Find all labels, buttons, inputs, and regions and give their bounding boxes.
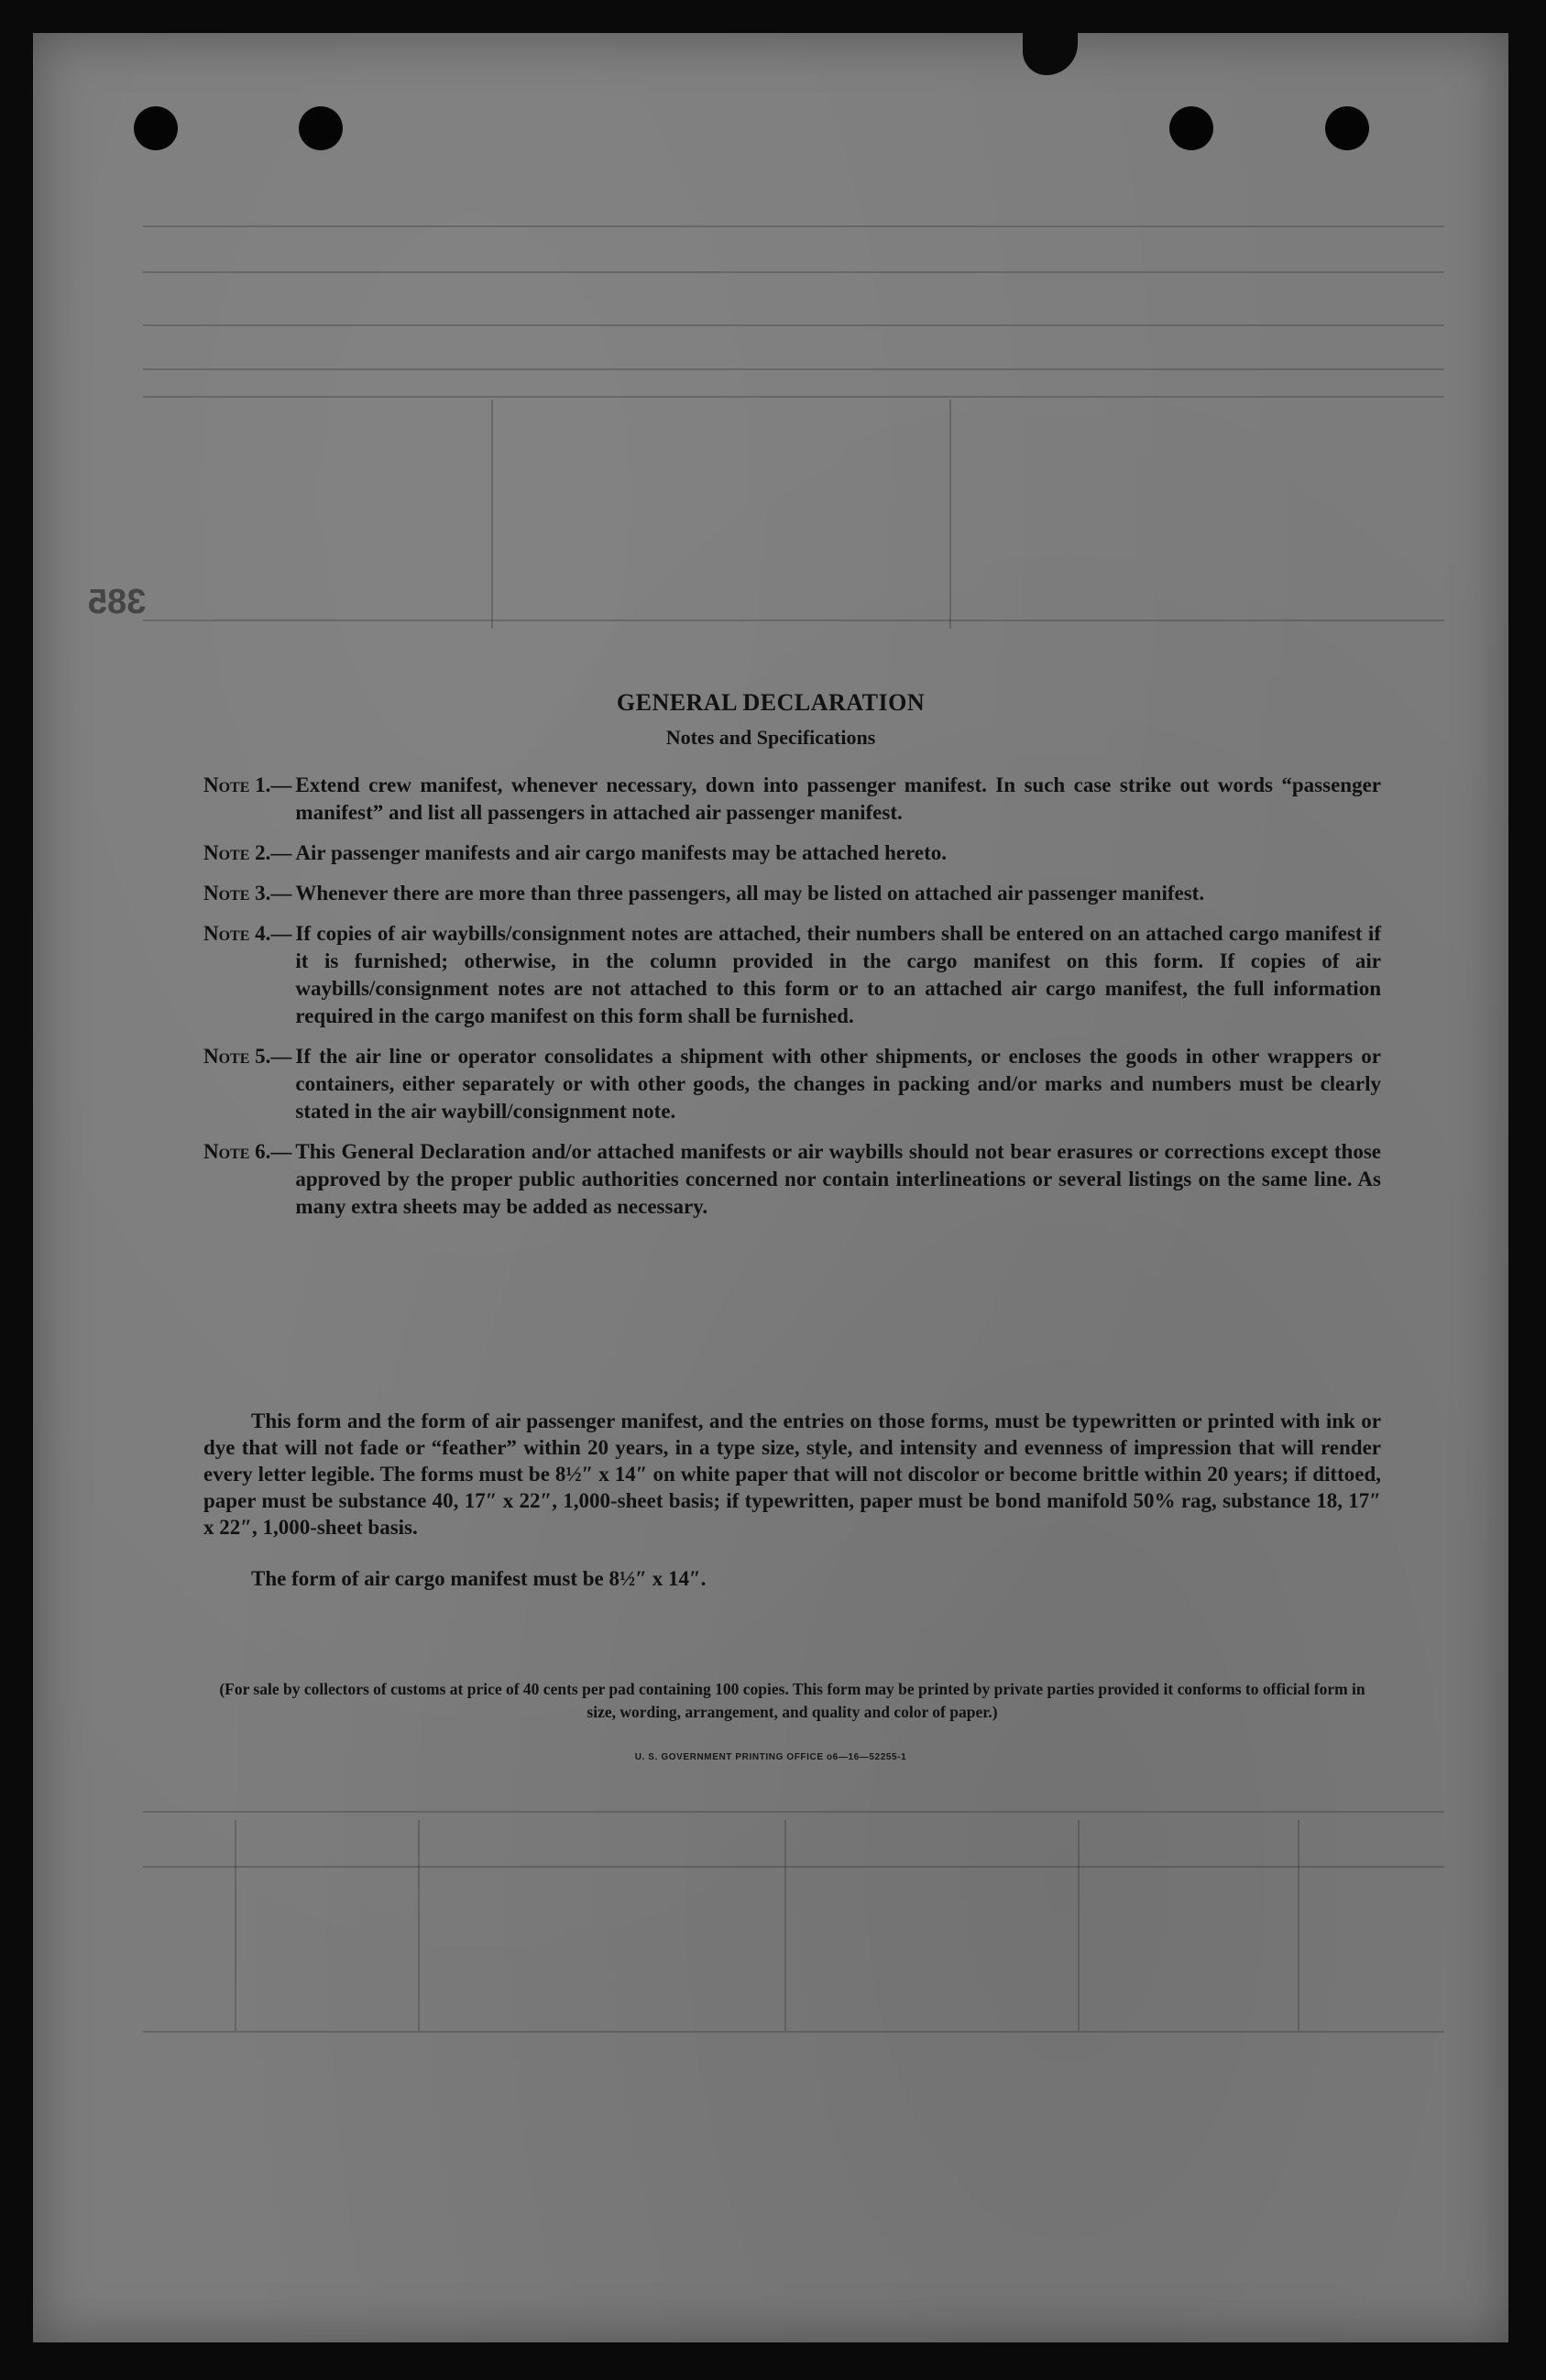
note-item bbox=[203, 839, 1381, 867]
bleed-rule bbox=[949, 400, 951, 629]
note-text: If the air line or operator consolidates a shipment with other shipments, or encloses the goods in other wrappers or containers, either separately or with other goods, the changes in packing and/or marks and numbers must be clearly stated in the air waybill/consignment note. bbox=[295, 1045, 1381, 1123]
punch-hole-left bbox=[134, 106, 178, 150]
note-text: Whenever there are more than three passengers, all may be listed on attached air passenger manifest. bbox=[295, 882, 1205, 905]
declaration-title: GENERAL DECLARATION bbox=[616, 689, 926, 716]
sale-notice: (For sale by collectors of customs at price of 40 cents per pad containing 100 copies. This form may be printed by private parties provided it conforms to official form in size, wording, arrangement, and quality and color of paper.) bbox=[219, 1680, 1365, 1721]
note-item bbox=[203, 1138, 1381, 1221]
cargo-manifest-size: The form of air cargo manifest must be 8½″ x 14″. bbox=[251, 1567, 707, 1590]
note-label: Note 3.— bbox=[203, 882, 292, 905]
punch-hole-left-2 bbox=[299, 106, 343, 150]
bleed-rule bbox=[143, 1866, 1444, 1868]
note-label: Note 5.— bbox=[203, 1045, 292, 1068]
bleed-rule bbox=[143, 368, 1444, 370]
bleed-rule bbox=[143, 2031, 1444, 2033]
note-text: Extend crew manifest, whenever necessary, down into passenger manifest. In such case strike out words “passenger manifest” and list all passengers in attached air passenger manifest. bbox=[295, 773, 1381, 824]
bleed-rule bbox=[1078, 1820, 1080, 2031]
note-label: Note 2.— bbox=[203, 841, 292, 864]
note-item bbox=[203, 1043, 1381, 1125]
specification-paragraph: This form and the form of air passenger manifest, and the entries on those forms, must be typewritten or printed with ink or dye that will not fade or “feather” within 20 years, in a type size, style, and intensity and evenness of impression that will render every letter legible. The forms must be 8½″ x 14″ on white paper that will not discolor or become brittle within 20 years; if dittoed, paper must be substance 40, 17″ x 22″, 1,000-sheet basis; if typewritten, paper must be bond manifold 50% rag, substance 18, 17″ x 22″, 1,000-sheet basis. bbox=[203, 1409, 1381, 1539]
punch-hole-right bbox=[1169, 106, 1213, 150]
note-text: Air passenger manifests and air cargo manifests may be attached hereto. bbox=[295, 841, 948, 864]
note-item bbox=[203, 920, 1381, 1030]
note-text: If copies of air waybills/consignment notes are attached, their numbers shall be entered on an attached cargo manifest if it is furnished; otherwise, in the column provided in the cargo manifest on this form. If copies of air waybills/consignment notes are not attached to this form or to an attached air cargo manifest, the full information required in the cargo manifest on this form shall be furnished. bbox=[295, 922, 1381, 1027]
note-label: Note 4.— bbox=[203, 922, 292, 945]
bleed-rule bbox=[143, 1811, 1444, 1813]
note-label: Note 6.— bbox=[203, 1140, 292, 1163]
note-item bbox=[203, 880, 1381, 907]
bleed-rule bbox=[235, 1820, 236, 2031]
notes-list bbox=[203, 772, 1381, 1234]
bleed-rule bbox=[418, 1820, 420, 2031]
bleed-rule bbox=[1298, 1820, 1299, 2031]
bleed-rule bbox=[143, 324, 1444, 326]
bleed-rule bbox=[784, 1820, 786, 2031]
declaration-subtitle: Notes and Specifications bbox=[665, 726, 876, 749]
punch-hole-right-2 bbox=[1325, 106, 1369, 150]
printer-line: U. S. GOVERNMENT PRINTING OFFICE o6—16—52255-1 bbox=[634, 1752, 907, 1762]
note-text: This General Declaration and/or attached manifests or air waybills should not bear erasures or corrections except those approved by the proper public authorities concerned nor contain interlineations or several listings on the same line. As many extra sheets may be added as necessary. bbox=[295, 1140, 1381, 1218]
bleed-rule bbox=[143, 620, 1444, 621]
handwritten-number: 385 bbox=[88, 583, 147, 621]
note-label: Note 1.— bbox=[203, 773, 292, 796]
document-page bbox=[33, 33, 1508, 2342]
bleed-rule bbox=[143, 396, 1444, 398]
bleed-rule bbox=[143, 271, 1444, 273]
bleed-rule bbox=[143, 225, 1444, 227]
bleed-rule bbox=[491, 400, 493, 629]
paper-tear bbox=[1023, 33, 1078, 75]
note-item bbox=[203, 772, 1381, 827]
